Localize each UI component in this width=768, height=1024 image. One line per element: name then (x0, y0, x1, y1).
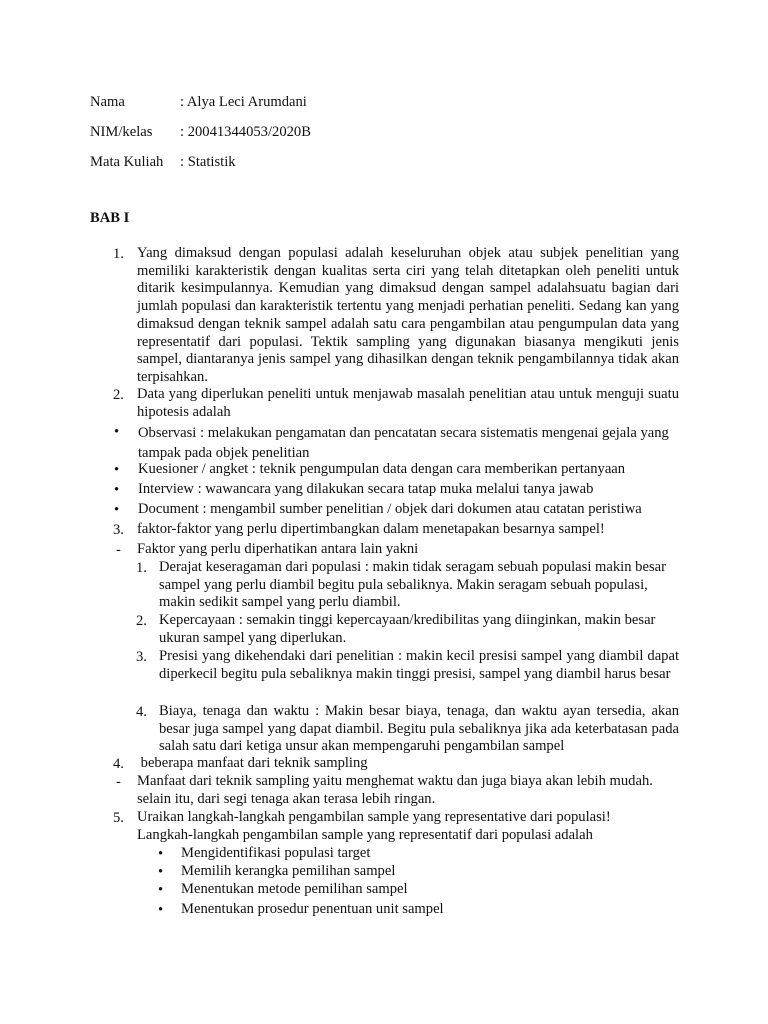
bullet: • (158, 902, 164, 918)
dash-marker: - (116, 774, 121, 790)
chapter-title: BAB I (90, 210, 130, 226)
bullet: • (158, 846, 164, 862)
name-value: : Alya Leci Arumdani (180, 94, 307, 110)
sub-list-number: 2. (136, 613, 147, 629)
bullet: • (114, 462, 120, 478)
bullet-text: Memilih kerangka pemilihan sampel (181, 863, 396, 879)
nim-value: : 20041344053/2020B (180, 124, 311, 140)
nim-label: NIM/kelas (90, 124, 153, 140)
answer-1: Yang dimaksud dengan populasi adalah keseluruhan objek atau subjek penelitian yang memiliki karakteristik dengan kualitas serta ciri yang telah ditetapkan oleh peneliti untuk ditarik kesimpulannya. Kemudian yang dimaksud dengan sampel adalahsuatu bagian dari jumlah populasi dan karakteristik tertentu yang menjadi perhatian peneliti. Sedang kan yang dimaksud dengan teknik sampel adalah satu cara pengambilan atau pengumpulan data yang representatif dari populasi. Tektik sampling yang digunakan biasanya mengikuti jenis sampel, diantaranya jenis sampel yang dihasilkan dengan teknik pengambilannya tidak akan terpisahkan. (137, 245, 679, 385)
bullet: • (114, 424, 120, 440)
bullet-text: Menentukan metode pemilihan sampel (181, 881, 408, 897)
list-number: 4. (113, 756, 124, 772)
answer-3-intro: Faktor yang perlu diperhatikan antara lain yakni (137, 541, 419, 557)
name-label: Nama (90, 94, 125, 110)
course-label: Mata Kuliah (90, 154, 164, 170)
nim-row (90, 122, 311, 142)
dash-marker: - (116, 542, 121, 558)
list-number: 5. (113, 810, 124, 826)
bullet: • (114, 482, 120, 498)
bullet-text: Interview : wawancara yang dilakukan secara tatap muka melalui tanya jawab (138, 481, 594, 497)
sub-list-number: 4. (136, 704, 147, 720)
sub-item-text: Presisi yang dikehendaki dari penelitian : makin kecil presisi sampel yang diambil dapat diperkecil begitu pula sebaliknya makin tinggi presisi, sampel yang diambil harus besar (159, 648, 679, 682)
bullet: • (158, 882, 164, 898)
sub-item-text: Biaya, tenaga dan waktu : Makin besar biaya, tenaga, dan waktu ayan tersedia, akan besar juga sampel yang dapat diambil. Begitu pula sebaliknya jika ada keterbatasan pada salah satu dari ketiga unsur akan mempengaruhi pengambilan sampel (159, 703, 679, 755)
course-row (90, 152, 236, 172)
question-5: Uraikan langkah-langkah pengambilan sample yang representative dari populasi! (137, 809, 611, 825)
sub-list-number: 3. (136, 649, 147, 665)
answer-4: Manfaat dari teknik sampling yaitu menghemat waktu dan juga biaya akan lebih mudah. selain itu, dari segi tenaga akan terasa lebih ringan. (137, 773, 653, 807)
bullet-text: Menentukan prosedur penentuan unit sampel (181, 901, 444, 917)
answer-2: Data yang diperlukan peneliti untuk menjawab masalah penelitian atau untuk menguji suatu hipotesis adalah (137, 386, 679, 420)
question-3: faktor-faktor yang perlu dipertimbangkan dalam menetapakan besarnya sampel! (137, 521, 605, 537)
bullet: • (114, 502, 120, 518)
list-number: 1. (113, 246, 124, 262)
sub-list-number: 1. (136, 560, 147, 576)
bullet-text: Mengidentifikasi populasi target (181, 845, 371, 861)
list-number: 2. (113, 387, 124, 403)
bullet-text: Kuesioner / angket : teknik pengumpulan data dengan cara memberikan pertanyaan (138, 461, 626, 477)
bullet: • (158, 864, 164, 880)
sub-item-text: Kepercayaan : semakin tinggi kepercayaan/kredibilitas yang diinginkan, makin besar ukuran sampel yang diperlukan. (159, 612, 656, 646)
answer-5-intro: Langkah-langkah pengambilan sample yang representatif dari populasi adalah (137, 827, 593, 843)
bullet-text: Observasi : melakukan pengamatan dan pencatatan secara sistematis mengenai gejala yang tampak pada objek penelitian (138, 425, 669, 461)
question-4: beberapa manfaat dari teknik sampling (137, 755, 368, 771)
sub-item-text: Derajat keseragaman dari populasi : makin tidak seragam sebuah populasi makin besar sampel yang perlu diambil begitu pula sebaliknya. Makin seragam sebuah populasi, makin sedikit sampel yang perlu diambil. (159, 559, 666, 611)
course-value: : Statistik (180, 154, 236, 170)
list-number: 3. (113, 522, 124, 538)
name-row (90, 92, 307, 112)
bullet-text: Document : mengambil sumber penelitian / objek dari dokumen atau catatan peristiwa (138, 501, 642, 517)
